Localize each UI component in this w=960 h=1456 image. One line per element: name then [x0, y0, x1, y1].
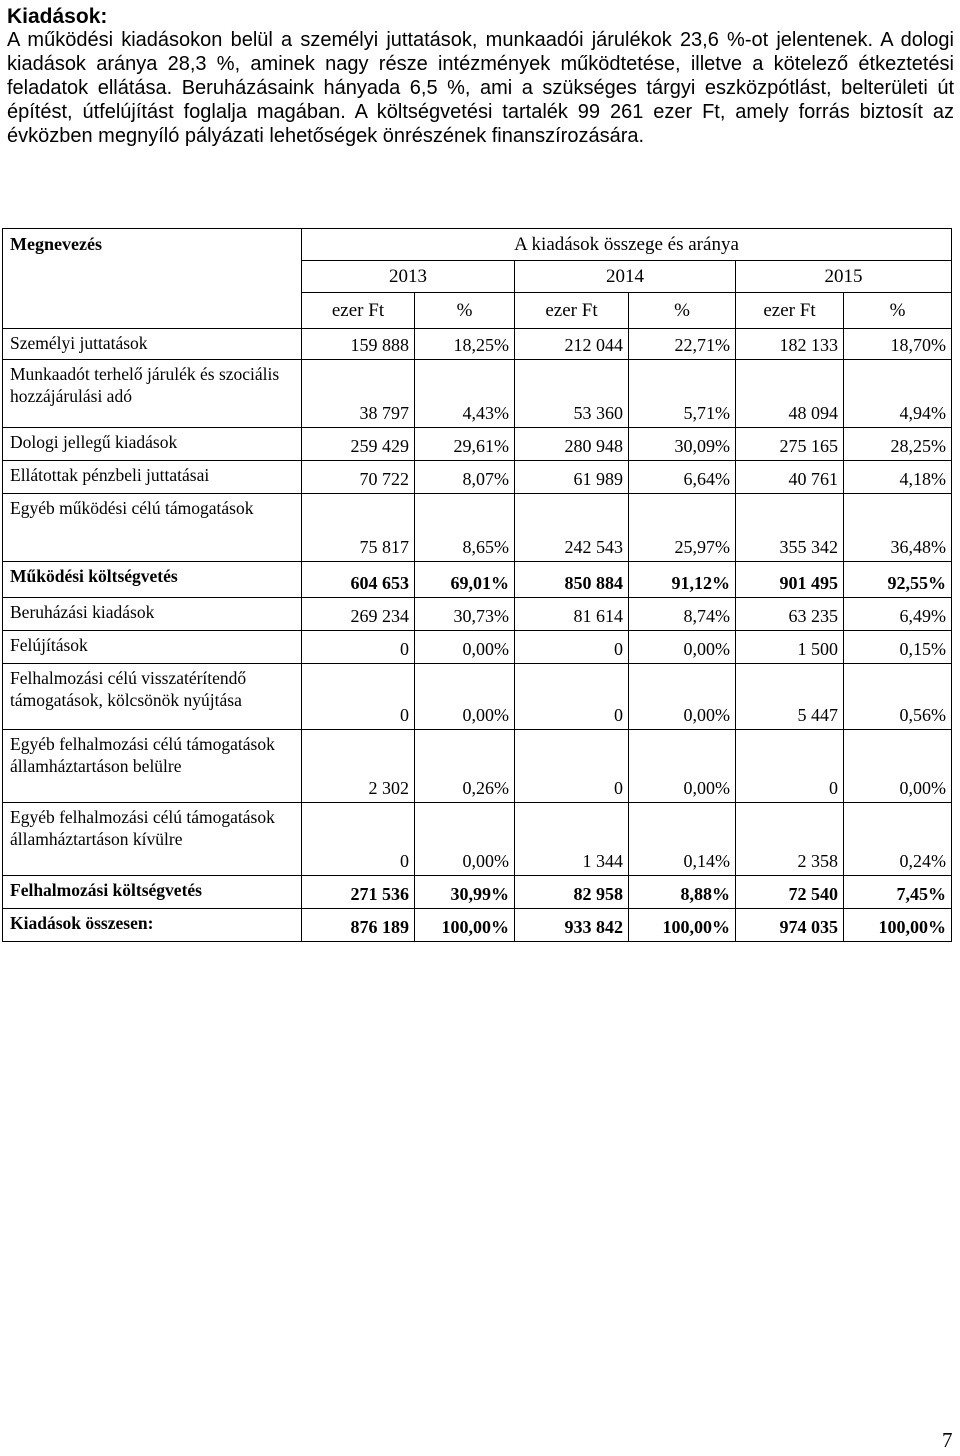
amount-cell: 40 761: [736, 461, 844, 494]
amount-cell: 876 189: [302, 909, 415, 942]
percent-cell: 0,15%: [844, 631, 952, 664]
percent-cell: 8,74%: [629, 598, 736, 631]
percent-cell: 29,61%: [415, 428, 515, 461]
amount-cell: 2 358: [736, 803, 844, 876]
year-header-2014: 2014: [515, 261, 736, 293]
percent-cell: 4,94%: [844, 360, 952, 428]
amount-cell: 81 614: [515, 598, 629, 631]
percent-cell: 91,12%: [629, 562, 736, 598]
table-body: [3, 329, 952, 942]
percent-cell: 0,56%: [844, 664, 952, 730]
row-label: Személyi juttatások: [3, 329, 302, 360]
percent-cell: 6,49%: [844, 598, 952, 631]
amount-cell: 2 302: [302, 730, 415, 803]
amount-ratio-header: A kiadások összege és aránya: [302, 229, 952, 261]
amount-cell: 82 958: [515, 876, 629, 909]
table-row: [3, 461, 952, 494]
page-number: 7: [942, 1428, 953, 1452]
amount-cell: 38 797: [302, 360, 415, 428]
percent-cell: 36,48%: [844, 494, 952, 562]
amount-cell: 604 653: [302, 562, 415, 598]
table-row: [3, 664, 952, 730]
table-row: [3, 329, 952, 360]
amount-cell: 275 165: [736, 428, 844, 461]
percent-cell: 0,00%: [629, 730, 736, 803]
amount-cell: 0: [302, 664, 415, 730]
percent-cell: 0,00%: [629, 664, 736, 730]
table-row: [3, 631, 952, 664]
percent-cell: 6,64%: [629, 461, 736, 494]
amount-cell: 75 817: [302, 494, 415, 562]
row-label: Munkaadót terhelő járulék és szociális hozzájárulási adó: [3, 360, 302, 428]
percent-cell: 30,99%: [415, 876, 515, 909]
amount-cell: 5 447: [736, 664, 844, 730]
table-row: [3, 876, 952, 909]
row-label: Egyéb felhalmozási célú támogatások államháztartáson belülre: [3, 730, 302, 803]
amount-cell: 280 948: [515, 428, 629, 461]
table-row: [3, 730, 952, 803]
percent-cell: 22,71%: [629, 329, 736, 360]
amount-cell: 212 044: [515, 329, 629, 360]
amount-cell: 1 500: [736, 631, 844, 664]
intro-paragraph: A működési kiadásokon belül a személyi juttatások, munkaadói járulékok 23,6 %-ot jelentenek. A dologi kiadások aránya 28,3 %, aminek nagy része intézmények működtetése, illetve a kötelező étkeztetési feladatok ellátása. Beruházásaink hányada 6,5 %, ami a szükséges tárgyi eszközpótlást, belterületi út építést, útfelújítást foglalja magában. A költségvetési tartalék 99 261 ezer Ft, amely forrás biztosít az évközben megnyíló pályázati lehetőségek önrészének finanszírozására.: [7, 29, 954, 147]
percent-cell: 0,26%: [415, 730, 515, 803]
percent-cell: 0,00%: [415, 631, 515, 664]
amount-cell: 271 536: [302, 876, 415, 909]
row-label: Beruházási kiadások: [3, 598, 302, 631]
amount-cell: 0: [515, 730, 629, 803]
row-label: Egyéb működési célú támogatások: [3, 494, 302, 562]
amount-cell: 269 234: [302, 598, 415, 631]
percent-cell: 0,14%: [629, 803, 736, 876]
amount-cell: 0: [736, 730, 844, 803]
amount-cell: 933 842: [515, 909, 629, 942]
percent-cell: 7,45%: [844, 876, 952, 909]
amount-cell: 259 429: [302, 428, 415, 461]
amount-cell: 901 495: [736, 562, 844, 598]
percent-cell: 0,00%: [629, 631, 736, 664]
percent-cell: 4,43%: [415, 360, 515, 428]
unit-header-amount-2015: ezer Ft: [736, 293, 844, 329]
row-label: Felújítások: [3, 631, 302, 664]
percent-cell: 100,00%: [629, 909, 736, 942]
unit-header-amount-2014: ezer Ft: [515, 293, 629, 329]
percent-cell: 4,18%: [844, 461, 952, 494]
percent-cell: 69,01%: [415, 562, 515, 598]
unit-header-percent-2015: %: [844, 293, 952, 329]
percent-cell: 18,70%: [844, 329, 952, 360]
percent-cell: 0,00%: [415, 803, 515, 876]
amount-cell: 242 543: [515, 494, 629, 562]
expenditure-table: [2, 228, 952, 942]
amount-cell: 182 133: [736, 329, 844, 360]
table-row: [3, 562, 952, 598]
amount-cell: 159 888: [302, 329, 415, 360]
table-row: [3, 494, 952, 562]
table-row: [3, 803, 952, 876]
year-header-2013: 2013: [302, 261, 515, 293]
unit-header-percent-2014: %: [629, 293, 736, 329]
percent-cell: 0,24%: [844, 803, 952, 876]
name-column-header: Megnevezés: [3, 229, 302, 329]
amount-cell: 63 235: [736, 598, 844, 631]
amount-cell: 70 722: [302, 461, 415, 494]
row-label: Működési költségvetés: [3, 562, 302, 598]
amount-cell: 0: [515, 664, 629, 730]
amount-cell: 72 540: [736, 876, 844, 909]
percent-cell: 100,00%: [415, 909, 515, 942]
amount-cell: 850 884: [515, 562, 629, 598]
amount-cell: 1 344: [515, 803, 629, 876]
percent-cell: 92,55%: [844, 562, 952, 598]
row-label: Egyéb felhalmozási célú támogatások államháztartáson kívülre: [3, 803, 302, 876]
amount-cell: 48 094: [736, 360, 844, 428]
percent-cell: 100,00%: [844, 909, 952, 942]
amount-cell: 0: [515, 631, 629, 664]
row-label: Ellátottak pénzbeli juttatásai: [3, 461, 302, 494]
row-label: Felhalmozási költségvetés: [3, 876, 302, 909]
percent-cell: 0,00%: [415, 664, 515, 730]
table-row: [3, 360, 952, 428]
percent-cell: 5,71%: [629, 360, 736, 428]
percent-cell: 30,73%: [415, 598, 515, 631]
year-header-2015: 2015: [736, 261, 952, 293]
percent-cell: 8,07%: [415, 461, 515, 494]
percent-cell: 8,88%: [629, 876, 736, 909]
row-label: Felhalmozási célú visszatérítendő támogatások, kölcsönök nyújtása: [3, 664, 302, 730]
percent-cell: 25,97%: [629, 494, 736, 562]
amount-cell: 0: [302, 803, 415, 876]
percent-cell: 8,65%: [415, 494, 515, 562]
amount-cell: 53 360: [515, 360, 629, 428]
amount-cell: 355 342: [736, 494, 844, 562]
table-row: [3, 598, 952, 631]
amount-cell: 0: [302, 631, 415, 664]
percent-cell: 18,25%: [415, 329, 515, 360]
amount-cell: 61 989: [515, 461, 629, 494]
row-label: Kiadások összesen:: [3, 909, 302, 942]
unit-header-amount-2013: ezer Ft: [302, 293, 415, 329]
table-row: [3, 428, 952, 461]
percent-cell: 0,00%: [844, 730, 952, 803]
percent-cell: 30,09%: [629, 428, 736, 461]
section-heading: Kiadások:: [7, 5, 108, 28]
table-row: [3, 909, 952, 942]
row-label: Dologi jellegű kiadások: [3, 428, 302, 461]
percent-cell: 28,25%: [844, 428, 952, 461]
amount-cell: 974 035: [736, 909, 844, 942]
unit-header-percent-2013: %: [415, 293, 515, 329]
